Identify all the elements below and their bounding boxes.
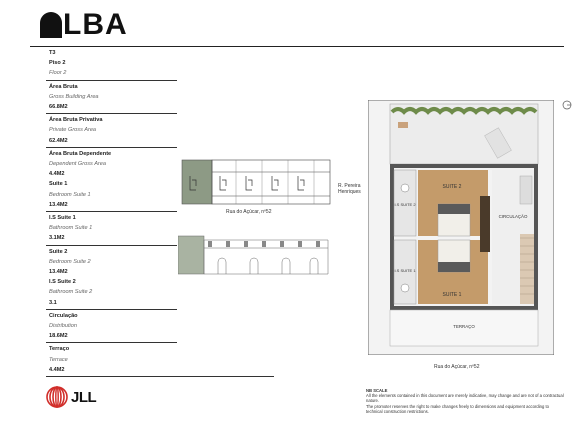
spec-value: 13.4M2 <box>49 201 68 208</box>
divider <box>46 342 177 343</box>
spec-value: 3.1 <box>49 299 57 306</box>
spec-value: 62.4M2 <box>49 137 68 144</box>
north-arrow-icon <box>562 100 572 110</box>
brand-logo-text: LBA <box>63 8 128 41</box>
spec-label: Área Bruta Privativa <box>49 117 103 124</box>
facade-elevation-drawing <box>180 158 336 206</box>
note-line: All the elements contained in this document are merely indicative, may change and are not of a contractual nature. <box>366 393 564 404</box>
street-label-plan: Rua do Açúcar, nº52 <box>434 364 480 370</box>
divider <box>46 376 274 377</box>
terrace-label: TERRAÇO <box>453 324 475 329</box>
spec-label: Suite 2 <box>49 248 68 255</box>
jll-logo <box>46 386 96 408</box>
is-suite1-label: I.S SUITE 1 <box>394 268 416 273</box>
divider <box>46 309 177 310</box>
spec-value: 4.4M2 <box>49 171 65 178</box>
floor-plan-drawing <box>368 100 554 355</box>
spec-label-en: Terrace <box>49 356 68 363</box>
spec-label: Suite 1 <box>49 181 68 188</box>
spec-label-en: Dependent Gross Area <box>49 161 107 168</box>
spec-value: 3.1M2 <box>49 235 65 242</box>
floor-label-en: Floor 2 <box>49 70 67 77</box>
spec-value: 4.4M2 <box>49 366 65 373</box>
spec-value: 18.6M2 <box>49 333 68 340</box>
spec-label-en: Gross Building Area <box>49 93 99 100</box>
area-spec-list <box>49 48 179 378</box>
divider <box>46 245 177 246</box>
jll-mark-icon <box>46 386 68 408</box>
spec-label: Terraço <box>49 346 70 353</box>
street-label-elevation: Rua do Açúcar, nº52 <box>226 209 272 215</box>
disclaimer-note <box>366 388 566 414</box>
note-title: NB SCALE <box>366 388 388 393</box>
floor-label: Piso 2 <box>49 60 66 67</box>
spec-label: Circulação <box>49 312 78 319</box>
spec-label-en: Bedroom Suite 1 <box>49 191 91 198</box>
circulation-label: CIRCULAÇÃO <box>498 214 528 219</box>
spec-label-en: Bathroom Suite 1 <box>49 225 93 232</box>
spec-label-en: Private Gross Area <box>49 127 97 134</box>
spec-label: I.S Suite 1 <box>49 215 76 222</box>
brand-logo <box>40 10 128 40</box>
side-street-label: R. Pereira Henriques <box>338 183 361 195</box>
unit-type: T3 <box>49 50 56 56</box>
divider <box>46 113 177 114</box>
spec-label-en: Bedroom Suite 2 <box>49 258 91 265</box>
header-divider <box>30 46 564 47</box>
is-suite2-label: I.S SUITE 2 <box>394 202 416 207</box>
divider <box>46 80 177 81</box>
spec-label-en: Distribution <box>49 323 77 330</box>
suite2-label: SUITE 2 <box>442 184 462 190</box>
suite1-label: SUITE 1 <box>442 292 462 298</box>
jll-logo-text: JLL <box>71 388 97 406</box>
note-line: The promoter reserves the right to make changes freely to dimensions and equipment according to technical construction restrictions. <box>366 403 549 414</box>
street-elevation-drawing <box>178 228 338 276</box>
spec-label: Área Bruta <box>49 83 78 90</box>
arch-logo-icon <box>40 12 62 38</box>
divider <box>46 211 177 212</box>
spec-label: Área Bruta Dependente <box>49 150 112 157</box>
divider <box>46 147 177 148</box>
spec-label-en: Bathroom Suite 2 <box>49 289 93 296</box>
spec-label: I.S Suite 2 <box>49 279 76 286</box>
spec-value: 66.8M2 <box>49 104 68 111</box>
spec-value: 13.4M2 <box>49 269 68 276</box>
